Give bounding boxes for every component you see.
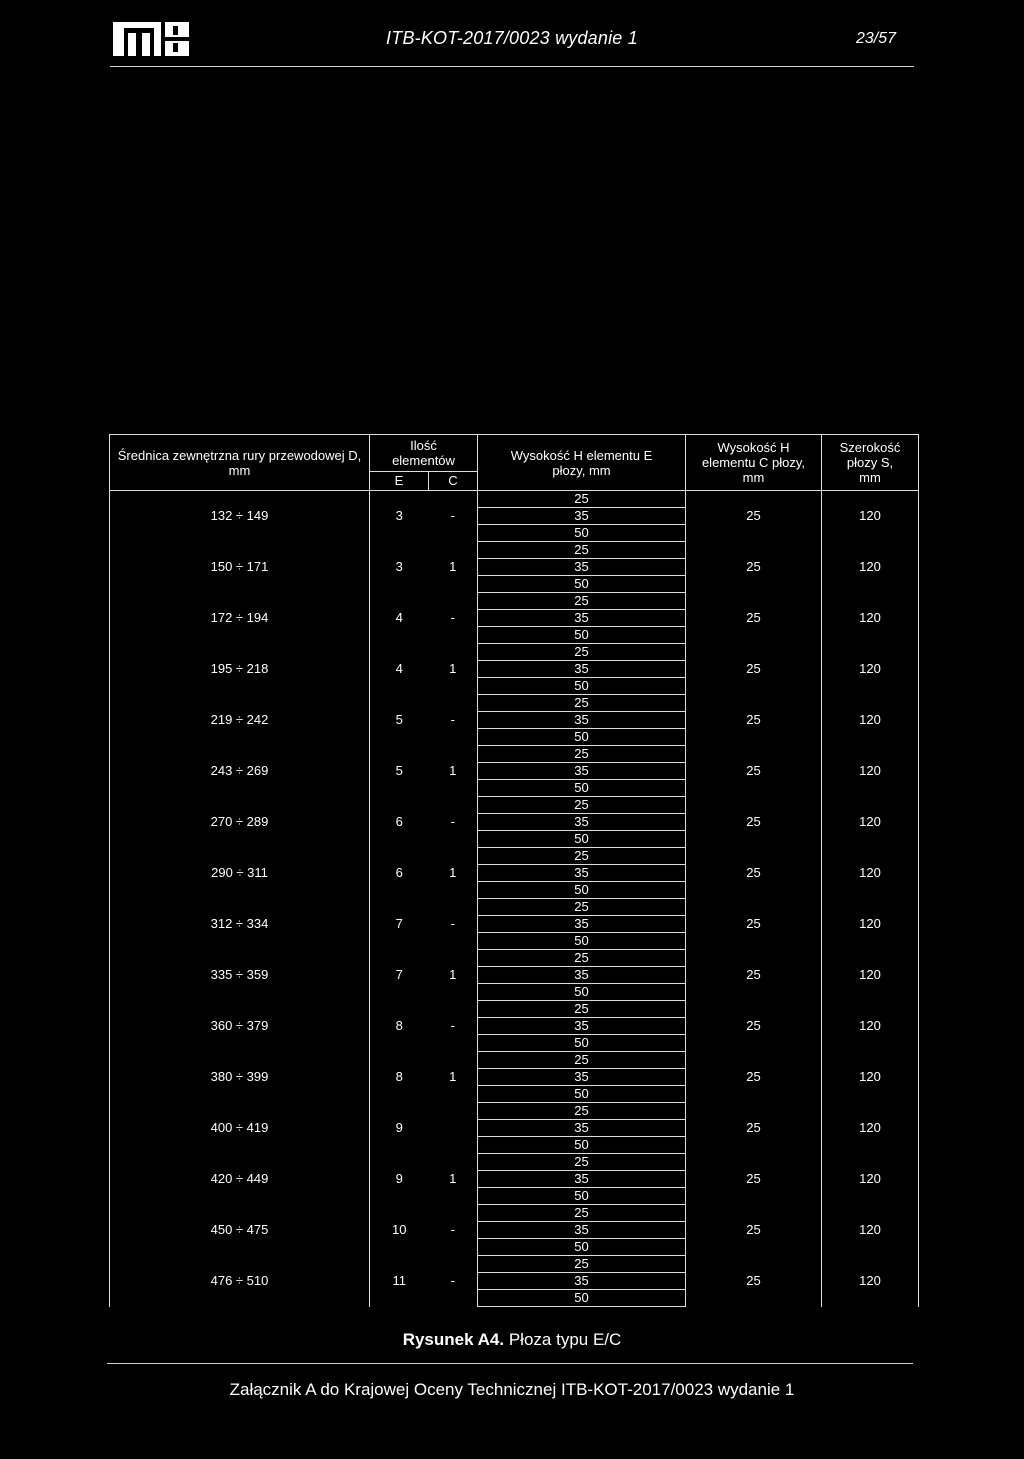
width-cell: 120 (822, 491, 919, 542)
height-c-cell: 25 (686, 797, 822, 848)
header-diameter: Średnica zewnętrzna rury przewodowej D, mm (110, 435, 370, 491)
width-cell: 120 (822, 542, 919, 593)
height-e-cell: 50 (478, 1137, 686, 1154)
height-e-cell: 25 (478, 644, 686, 661)
height-e-cell: 35 (478, 1222, 686, 1239)
width-cell: 120 (822, 593, 919, 644)
count-e-cell: 10 (370, 1205, 429, 1256)
height-e-cell: 50 (478, 1188, 686, 1205)
table-row (110, 848, 919, 865)
diameter-range-cell: 400 ÷ 419 (110, 1103, 370, 1154)
header-height-e: Wysokość H elementu E płozy, mm (478, 435, 686, 491)
height-e-cell: 50 (478, 525, 686, 542)
count-c-cell: 1 (429, 1154, 478, 1205)
height-e-cell: 50 (478, 1239, 686, 1256)
height-e-cell: 35 (478, 1273, 686, 1290)
width-cell: 120 (822, 1256, 919, 1307)
count-e-cell: 6 (370, 848, 429, 899)
height-e-cell: 25 (478, 695, 686, 712)
diameter-range-cell: 476 ÷ 510 (110, 1256, 370, 1307)
height-e-cell: 50 (478, 1290, 686, 1307)
height-c-cell: 25 (686, 542, 822, 593)
header-width: Szerokość płozy S, mm (822, 435, 919, 491)
height-e-cell: 25 (478, 1256, 686, 1273)
width-cell: 120 (822, 1052, 919, 1103)
height-e-cell: 50 (478, 933, 686, 950)
height-e-cell: 50 (478, 729, 686, 746)
height-e-cell: 25 (478, 848, 686, 865)
width-cell: 120 (822, 644, 919, 695)
height-c-cell: 25 (686, 1154, 822, 1205)
height-e-cell: 25 (478, 542, 686, 559)
height-e-cell: 35 (478, 1171, 686, 1188)
table-row (110, 950, 919, 967)
height-e-cell: 35 (478, 916, 686, 933)
height-c-cell: 25 (686, 848, 822, 899)
diameter-range-cell: 312 ÷ 334 (110, 899, 370, 950)
figure-caption-text: Płoza typu E/C (504, 1330, 622, 1349)
width-cell: 120 (822, 899, 919, 950)
count-c-cell: 1 (429, 848, 478, 899)
height-e-cell: 50 (478, 1086, 686, 1103)
table-row (110, 746, 919, 763)
width-cell: 120 (822, 1154, 919, 1205)
width-cell: 120 (822, 695, 919, 746)
count-e-cell: 9 (370, 1154, 429, 1205)
table-row (110, 899, 919, 916)
height-c-cell: 25 (686, 746, 822, 797)
height-c-cell: 25 (686, 1001, 822, 1052)
diameter-range-cell: 380 ÷ 399 (110, 1052, 370, 1103)
count-e-cell: 3 (370, 491, 429, 542)
height-e-cell: 25 (478, 746, 686, 763)
page-number: 23/57 (855, 30, 896, 47)
header-count-c: C (429, 472, 478, 491)
width-cell: 120 (822, 1001, 919, 1052)
height-e-cell: 35 (478, 763, 686, 780)
document-header-title: ITB-KOT-2017/0023 wydanie 1 (386, 28, 638, 48)
count-c-cell: 1 (429, 746, 478, 797)
height-e-cell: 25 (478, 1052, 686, 1069)
diameter-range-cell: 270 ÷ 289 (110, 797, 370, 848)
height-e-cell: 35 (478, 712, 686, 729)
height-e-cell: 25 (478, 593, 686, 610)
height-c-cell: 25 (686, 1256, 822, 1307)
table-row (110, 797, 919, 814)
height-e-cell: 50 (478, 678, 686, 695)
height-e-cell: 35 (478, 1018, 686, 1035)
count-e-cell: 4 (370, 644, 429, 695)
width-cell: 120 (822, 950, 919, 1001)
diameter-range-cell: 420 ÷ 449 (110, 1154, 370, 1205)
table-row (110, 644, 919, 661)
count-e-cell: 8 (370, 1001, 429, 1052)
height-e-cell: 25 (478, 1103, 686, 1120)
height-e-cell: 35 (478, 661, 686, 678)
height-c-cell: 25 (686, 695, 822, 746)
count-e-cell: 6 (370, 797, 429, 848)
height-e-cell: 50 (478, 831, 686, 848)
table-row (110, 491, 919, 508)
count-c-cell (429, 1103, 478, 1154)
count-c-cell: - (429, 491, 478, 542)
figure-caption-label: Rysunek A4. (402, 1330, 505, 1349)
height-c-cell: 25 (686, 593, 822, 644)
count-c-cell: 1 (429, 950, 478, 1001)
height-e-cell: 25 (478, 1001, 686, 1018)
height-e-cell: 35 (478, 610, 686, 627)
diameter-range-cell: 150 ÷ 171 (110, 542, 370, 593)
table-row (110, 1256, 919, 1273)
count-e-cell: 8 (370, 1052, 429, 1103)
diameter-range-cell: 195 ÷ 218 (110, 644, 370, 695)
header-divider (110, 66, 914, 67)
count-e-cell: 5 (370, 746, 429, 797)
height-c-cell: 25 (686, 950, 822, 1001)
diameter-range-cell: 219 ÷ 242 (110, 695, 370, 746)
height-c-cell: 25 (686, 1205, 822, 1256)
header-count: Ilość elementów (370, 435, 478, 472)
height-e-cell: 50 (478, 627, 686, 644)
table-row (110, 1154, 919, 1171)
height-e-cell: 50 (478, 882, 686, 899)
height-e-cell: 35 (478, 967, 686, 984)
height-e-cell: 35 (478, 559, 686, 576)
diameter-range-cell: 290 ÷ 311 (110, 848, 370, 899)
height-e-cell: 25 (478, 491, 686, 508)
height-e-cell: 35 (478, 1120, 686, 1137)
diameter-range-cell: 335 ÷ 359 (110, 950, 370, 1001)
width-cell: 120 (822, 1205, 919, 1256)
table-row (110, 593, 919, 610)
height-e-cell: 25 (478, 899, 686, 916)
footer-divider (107, 1363, 913, 1364)
height-e-cell: 50 (478, 780, 686, 797)
header-count-e: E (370, 472, 429, 491)
height-c-cell: 25 (686, 491, 822, 542)
height-e-cell: 50 (478, 1035, 686, 1052)
skid-spec-table (109, 434, 919, 1307)
count-c-cell: 1 (429, 1052, 478, 1103)
count-c-cell: - (429, 1256, 478, 1307)
count-c-cell: - (429, 797, 478, 848)
count-e-cell: 11 (370, 1256, 429, 1307)
count-c-cell: - (429, 1205, 478, 1256)
count-c-cell: 1 (429, 542, 478, 593)
diameter-range-cell: 360 ÷ 379 (110, 1001, 370, 1052)
height-c-cell: 25 (686, 899, 822, 950)
width-cell: 120 (822, 848, 919, 899)
height-c-cell: 25 (686, 1103, 822, 1154)
header-height-c: Wysokość H elementu C płozy, mm (686, 435, 822, 491)
height-e-cell: 35 (478, 508, 686, 525)
table-row (110, 1103, 919, 1120)
height-e-cell: 35 (478, 1069, 686, 1086)
width-cell: 120 (822, 1103, 919, 1154)
height-c-cell: 25 (686, 1052, 822, 1103)
count-c-cell: - (429, 1001, 478, 1052)
count-c-cell: - (429, 695, 478, 746)
diameter-range-cell: 172 ÷ 194 (110, 593, 370, 644)
diameter-range-cell: 450 ÷ 475 (110, 1205, 370, 1256)
count-e-cell: 7 (370, 899, 429, 950)
count-e-cell: 7 (370, 950, 429, 1001)
figure-caption (0, 1330, 1024, 1350)
count-c-cell: 1 (429, 644, 478, 695)
height-e-cell: 50 (478, 576, 686, 593)
count-c-cell: - (429, 593, 478, 644)
count-c-cell: - (429, 899, 478, 950)
table-row (110, 1001, 919, 1018)
height-e-cell: 50 (478, 984, 686, 1001)
count-e-cell: 9 (370, 1103, 429, 1154)
height-e-cell: 25 (478, 1154, 686, 1171)
height-c-cell: 25 (686, 644, 822, 695)
width-cell: 120 (822, 797, 919, 848)
height-e-cell: 35 (478, 814, 686, 831)
count-e-cell: 3 (370, 542, 429, 593)
table-row (110, 695, 919, 712)
height-e-cell: 35 (478, 865, 686, 882)
table-row (110, 1052, 919, 1069)
count-e-cell: 5 (370, 695, 429, 746)
table-row (110, 1205, 919, 1222)
diameter-range-cell: 243 ÷ 269 (110, 746, 370, 797)
diameter-range-cell: 132 ÷ 149 (110, 491, 370, 542)
width-cell: 120 (822, 746, 919, 797)
height-e-cell: 25 (478, 950, 686, 967)
table-row (110, 542, 919, 559)
height-e-cell: 25 (478, 797, 686, 814)
document-footer: Załącznik A do Krajowej Oceny Technicznej ITB-KOT-2017/0023 wydanie 1 (229, 1380, 795, 1399)
height-e-cell: 25 (478, 1205, 686, 1222)
count-e-cell: 4 (370, 593, 429, 644)
